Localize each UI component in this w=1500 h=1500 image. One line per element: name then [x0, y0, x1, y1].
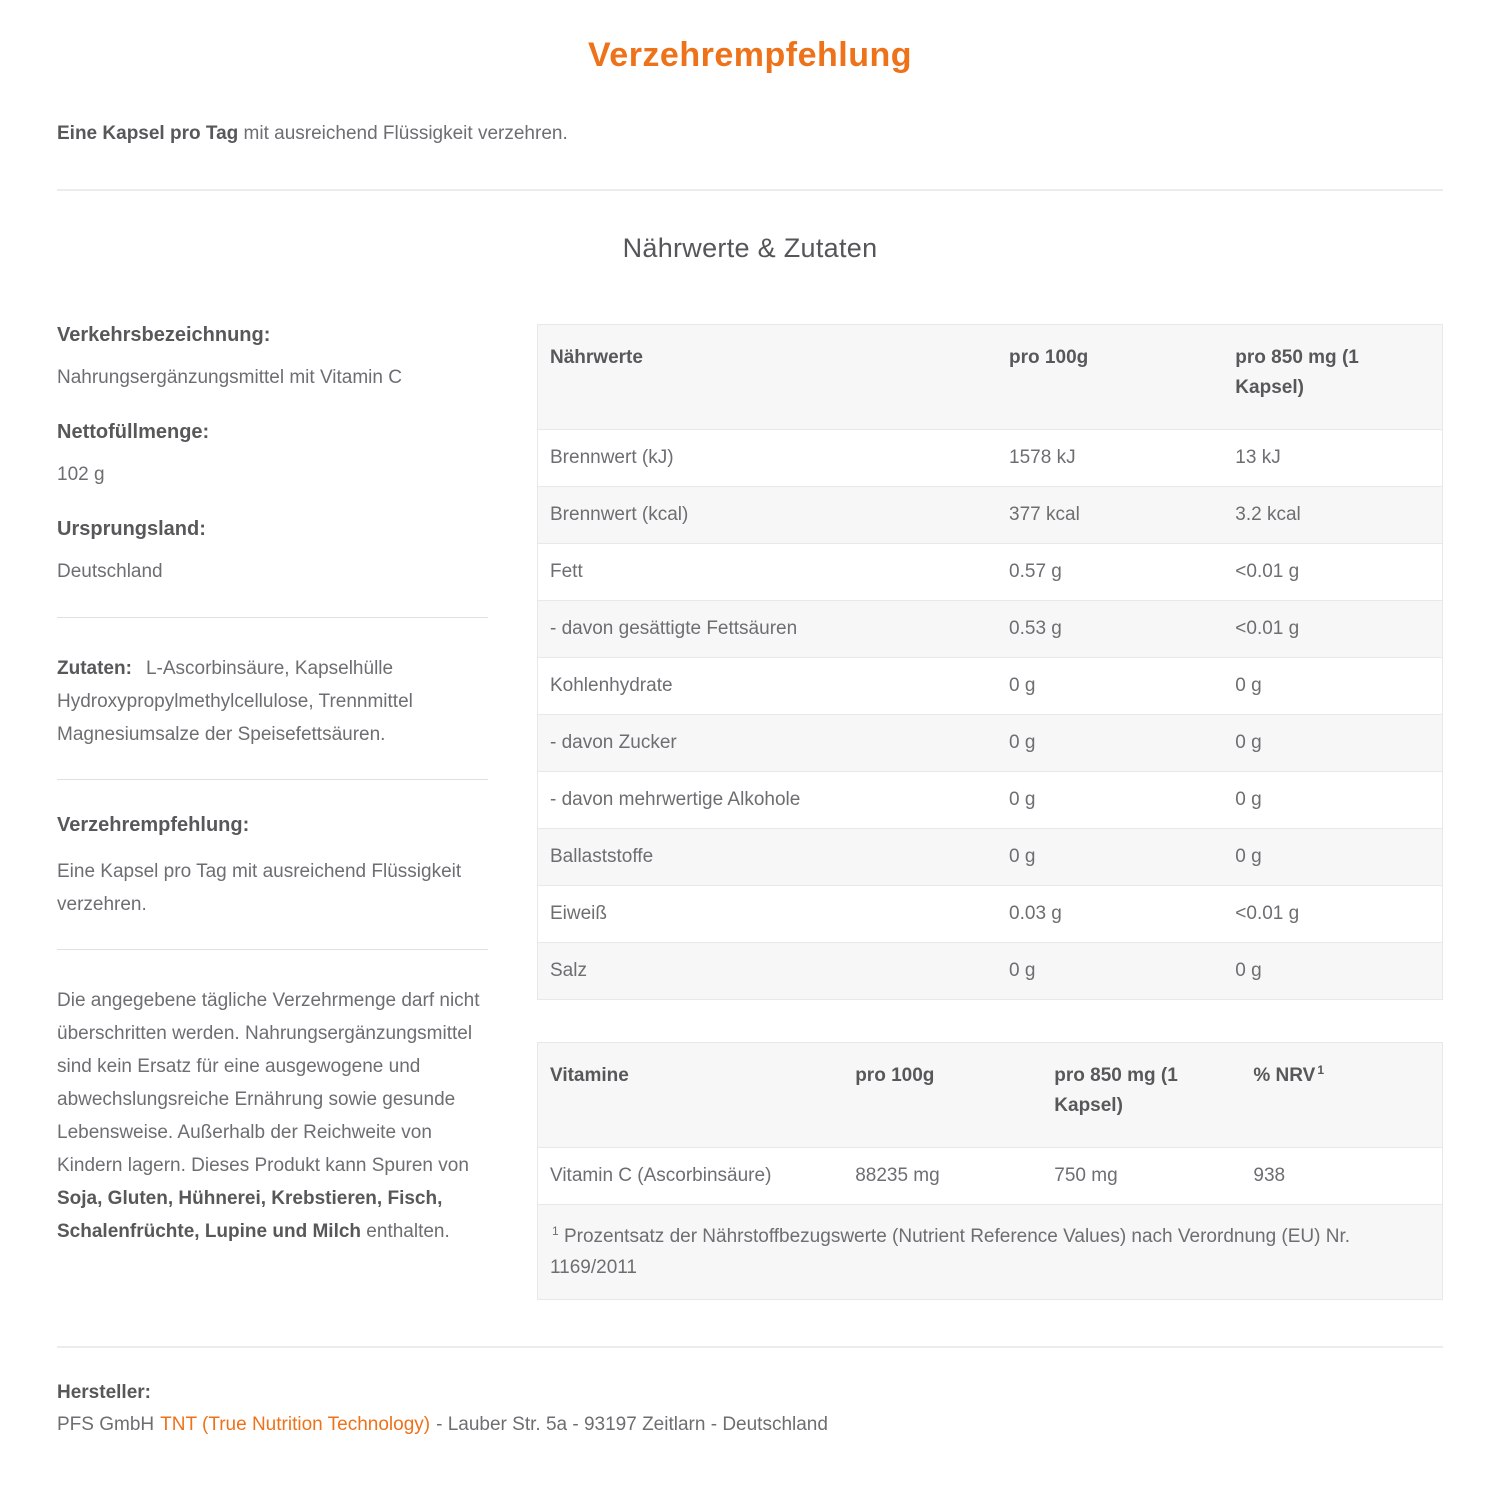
table-row	[538, 601, 1443, 658]
row-per100g: 0 g	[999, 772, 1225, 829]
left-divider-3	[57, 949, 488, 950]
nrv-footnote	[538, 1205, 1443, 1300]
row-per100g: 377 kcal	[999, 487, 1225, 544]
row-perkapsel: 0 g	[1225, 658, 1442, 715]
hinweis-allergens: Soja, Gluten, Hühnerei, Krebstieren, Fisch, Schalenfrüchte, Lupine und Milch	[57, 1188, 443, 1242]
table-row	[538, 658, 1443, 715]
row-label: Brennwert (kJ)	[538, 430, 1000, 487]
table-row	[538, 715, 1443, 772]
left-divider-1	[57, 617, 488, 618]
intro-bold: Eine Kapsel pro Tag	[57, 123, 239, 144]
intro-text	[57, 123, 1443, 145]
ursprungsland-label: Ursprungsland:	[57, 518, 206, 540]
row-perkapsel: 0 g	[1225, 772, 1442, 829]
row-label: Salz	[538, 943, 1000, 1000]
row-label: - davon gesättigte Fettsäuren	[538, 601, 1000, 658]
nutrition-tables-column	[537, 324, 1443, 1300]
verkehrsbezeichnung-value: Nahrungsergänzungsmittel mit Vitamin C	[57, 367, 402, 388]
table-row	[538, 772, 1443, 829]
company-name: PFS GmbH	[57, 1414, 155, 1435]
manufacturer-line	[57, 1414, 1443, 1436]
naehrwerte-header-row	[538, 325, 1443, 430]
row-label: - davon mehrwertige Alkohole	[538, 772, 1000, 829]
naehrwerte-header-perkapsel: pro 850 mg (1 Kapsel)	[1225, 325, 1442, 430]
footnote-superscript: 1	[552, 1223, 559, 1238]
row-per100g: 0 g	[999, 715, 1225, 772]
table-row	[538, 886, 1443, 943]
intro-rest: mit ausreichend Flüssigkeit verzehren.	[238, 123, 568, 144]
hinweis-paragraph	[57, 984, 488, 1248]
manufacturer-address: - Lauber Str. 5a - 93197 Zeitlarn - Deutschland	[436, 1414, 828, 1435]
row-per100g: 0.57 g	[999, 544, 1225, 601]
row-per100g: 0 g	[999, 658, 1225, 715]
zutaten-label: Zutaten:	[57, 658, 132, 679]
table-row	[538, 544, 1443, 601]
row-per100g: 0.53 g	[999, 601, 1225, 658]
ursprungsland-value: Deutschland	[57, 561, 163, 582]
brand-link[interactable]: TNT (True Nutrition Technology)	[160, 1414, 431, 1435]
vitamin-nrv: 938	[1243, 1148, 1442, 1205]
vitamin-per100g: 88235 mg	[845, 1148, 1044, 1205]
vitamine-table	[537, 1042, 1443, 1300]
top-divider	[57, 189, 1443, 191]
table-row	[538, 1148, 1443, 1205]
product-details-column	[57, 324, 488, 1248]
zutaten-paragraph	[57, 652, 488, 751]
page-title: Verzehrempfehlung	[587, 36, 912, 74]
manufacturer-footer	[57, 1346, 1443, 1436]
vitamine-header-perkapsel: pro 850 mg (1 Kapsel)	[1044, 1043, 1243, 1148]
row-per100g: 0.03 g	[999, 886, 1225, 943]
row-perkapsel: 0 g	[1225, 715, 1442, 772]
row-label: Brennwert (kcal)	[538, 487, 1000, 544]
verzehrempfehlung-value: Eine Kapsel pro Tag mit ausreichend Flüssigkeit verzehren.	[57, 861, 462, 915]
footnote-text: Prozentsatz der Nährstoffbezugswerte (Nutrient Reference Values) nach Verordnung (EU) Nr. 1169/2011	[550, 1226, 1351, 1278]
table-row	[538, 943, 1443, 1000]
section-title: Nährwerte & Zutaten	[622, 233, 878, 263]
row-perkapsel: 3.2 kcal	[1225, 487, 1442, 544]
row-label: - davon Zucker	[538, 715, 1000, 772]
row-label: Eiweiß	[538, 886, 1000, 943]
hinweis-tail: enthalten.	[361, 1221, 450, 1242]
table-row	[538, 829, 1443, 886]
row-label: Fett	[538, 544, 1000, 601]
table-row	[538, 487, 1443, 544]
row-perkapsel: <0.01 g	[1225, 544, 1442, 601]
table-row	[538, 430, 1443, 487]
content-columns	[57, 324, 1443, 1300]
hinweis-lead: Die angegebene tägliche Verzehrmenge darf nicht überschritten werden. Nahrungsergänzungsmittel sind kein Ersatz für eine ausgewogene und abwechslungsreiche Ernährung sowie gesunde Lebensweise. Außerhalb der Reichweite von Kindern lagern. Dieses Produkt kann Spuren von	[57, 990, 480, 1176]
nrv-label: % NRV	[1253, 1065, 1316, 1086]
vitamine-header-nrv	[1243, 1043, 1442, 1148]
row-perkapsel: <0.01 g	[1225, 886, 1442, 943]
vitamin-perkapsel: 750 mg	[1044, 1148, 1243, 1205]
vitamin-name: Vitamin C (Ascorbinsäure)	[538, 1148, 846, 1205]
vitamine-header-per100g: pro 100g	[845, 1043, 1044, 1148]
naehrwerte-header-name: Nährwerte	[538, 325, 1000, 430]
verkehrsbezeichnung-label: Verkehrsbezeichnung:	[57, 324, 271, 346]
row-perkapsel: <0.01 g	[1225, 601, 1442, 658]
row-per100g: 1578 kJ	[999, 430, 1225, 487]
vitamine-header-name: Vitamine	[538, 1043, 846, 1148]
footnote-row	[538, 1205, 1443, 1300]
nrv-superscript: 1	[1317, 1062, 1325, 1077]
zutaten-value: L-Ascorbinsäure, Kapselhülle Hydroxypropylmethylcellulose, Trennmittel Magnesiumsalze der Speisefettsäuren.	[57, 658, 413, 745]
verzehrempfehlung-label: Verzehrempfehlung:	[57, 814, 250, 836]
hersteller-label: Hersteller:	[57, 1382, 151, 1403]
nettofuellmenge-value: 102 g	[57, 464, 105, 485]
row-perkapsel: 0 g	[1225, 829, 1442, 886]
row-label: Kohlenhydrate	[538, 658, 1000, 715]
row-per100g: 0 g	[999, 829, 1225, 886]
row-per100g: 0 g	[999, 943, 1225, 1000]
naehrwerte-table	[537, 324, 1443, 1000]
left-divider-2	[57, 779, 488, 780]
vitamine-header-row	[538, 1043, 1443, 1148]
row-perkapsel: 0 g	[1225, 943, 1442, 1000]
naehrwerte-header-per100g: pro 100g	[999, 325, 1225, 430]
row-label: Ballaststoffe	[538, 829, 1000, 886]
nettofuellmenge-label: Nettofüllmenge:	[57, 421, 210, 443]
row-perkapsel: 13 kJ	[1225, 430, 1442, 487]
footer-divider	[57, 1346, 1443, 1348]
